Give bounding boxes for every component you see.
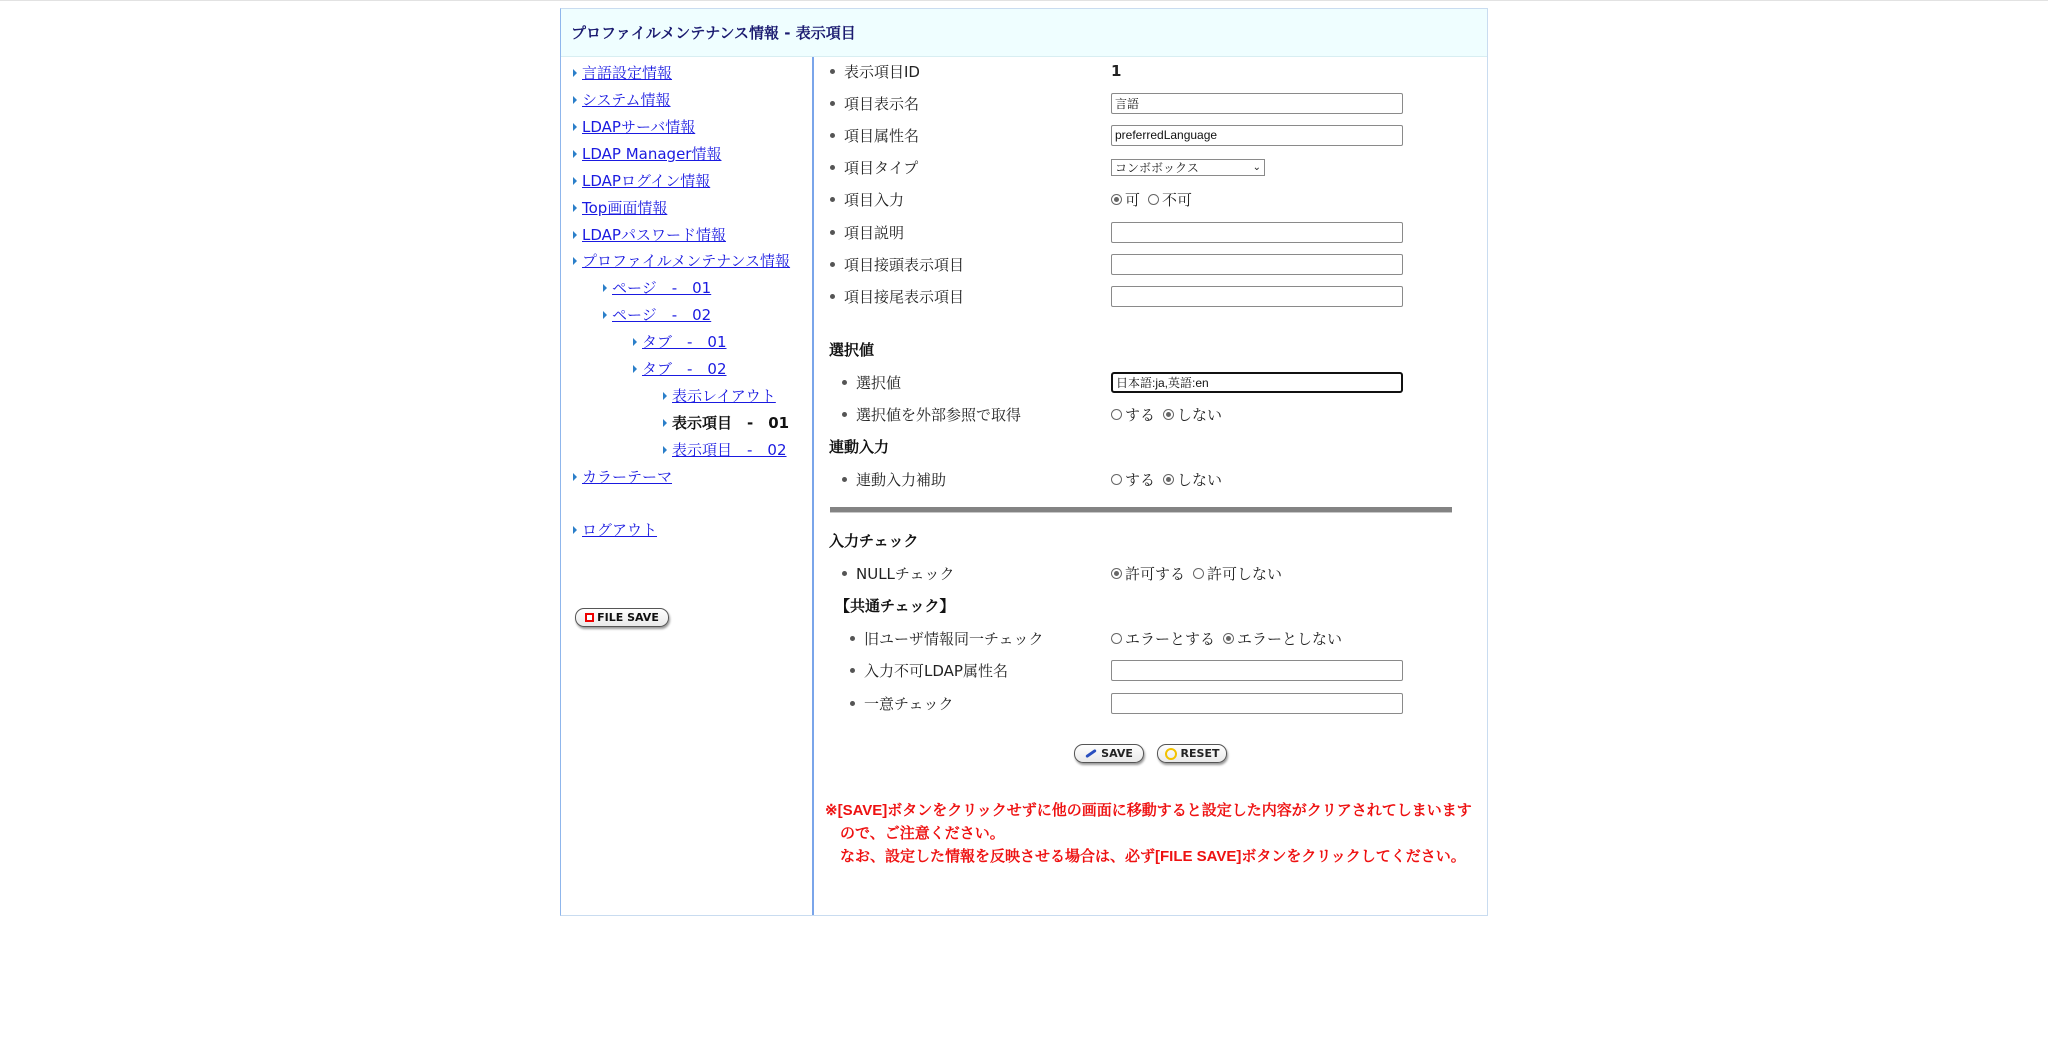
arrow-right-icon: [573, 204, 577, 212]
old-user-check-label: 旧ユーザ情報同一チェック: [864, 629, 1044, 648]
item-attribute-name-label: 項目属性名: [844, 126, 920, 145]
row-item-description: [815, 221, 1475, 243]
bullet-icon: [850, 668, 855, 673]
bullet-icon: [830, 133, 835, 138]
bullet-icon: [850, 636, 855, 641]
item-description-label: 項目説明: [844, 223, 905, 242]
sidebar-item-label[interactable]: Top画面情報: [582, 199, 668, 217]
page-frame: [560, 8, 1488, 916]
arrow-right-icon: [573, 123, 577, 131]
file-save-icon: [585, 613, 594, 622]
sidebar-item[interactable]: [573, 519, 657, 540]
sidebar-item[interactable]: [633, 358, 727, 379]
sidebar-item-label[interactable]: カラーテーマ: [582, 468, 673, 486]
sidebar-item-label[interactable]: システム情報: [582, 91, 671, 109]
sidebar-item-label[interactable]: 言語設定情報: [582, 64, 673, 82]
item-suffix-input[interactable]: [1111, 286, 1403, 307]
chevron-down-icon: ⌄: [1252, 161, 1261, 173]
old-user-check-radio-noerror[interactable]: [1223, 633, 1234, 644]
radio-label: 許可しない: [1207, 564, 1283, 583]
sidebar-item-label[interactable]: 表示レイアウト: [672, 387, 776, 405]
sidebar-item[interactable]: [573, 170, 710, 191]
page-title: プロファイルメンテナンス情報 - 表示項目: [571, 24, 856, 42]
bullet-icon: [850, 701, 855, 706]
row-null-check: [815, 562, 1475, 584]
arrow-right-icon: [573, 257, 577, 265]
sidebar-item[interactable]: [573, 197, 667, 218]
bullet-icon: [830, 69, 835, 74]
sidebar-item[interactable]: [573, 250, 790, 271]
sidebar-item-label[interactable]: LDAPパスワード情報: [582, 226, 726, 244]
arrow-right-icon: [573, 150, 577, 158]
selection-value-label: 選択値: [856, 373, 902, 392]
row-item-input: [815, 188, 1475, 210]
sidebar-item-label[interactable]: プロファイルメンテナンス情報: [582, 252, 791, 270]
sidebar-item-label[interactable]: ページ - 01: [612, 279, 712, 297]
sidebar-item[interactable]: [573, 89, 671, 110]
selection-section-title: 選択値: [829, 341, 875, 359]
reset-label: RESET: [1180, 747, 1220, 760]
item-suffix-label: 項目接尾表示項目: [844, 287, 965, 306]
notice-line: ので、ご注意ください。: [825, 825, 1005, 842]
notice-line: ※[SAVE]ボタンをクリックせずに他の画面に移動すると設定した内容がクリアされてしまいます: [825, 802, 1472, 819]
no-input-ldap-attr-label: 入力不可LDAP属性名: [864, 661, 1008, 680]
bullet-icon: [830, 165, 835, 170]
bullet-icon: [842, 380, 847, 385]
sidebar-item[interactable]: [603, 304, 711, 325]
radio-label: する: [1125, 470, 1156, 489]
notice-line: なお、設定した情報を反映させる場合は、必ず[FILE SAVE]ボタンをクリックしてください。: [825, 848, 1466, 865]
arrow-right-icon: [573, 231, 577, 239]
arrow-right-icon: [663, 392, 667, 400]
row-selection-external: [815, 403, 1475, 425]
sidebar-item[interactable]: [573, 466, 672, 487]
file-save-button[interactable]: [575, 608, 669, 627]
sidebar-item-label[interactable]: LDAPログイン情報: [582, 172, 711, 190]
item-input-radio-allow[interactable]: [1111, 194, 1122, 205]
arrow-right-icon: [663, 446, 667, 454]
linked-assist-radio-no[interactable]: [1163, 474, 1174, 485]
radio-label: エラーとする: [1125, 629, 1216, 648]
reset-button[interactable]: [1157, 744, 1227, 763]
item-attribute-name-input[interactable]: [1111, 125, 1403, 146]
selection-external-radio-no[interactable]: [1163, 409, 1174, 420]
row-linked-assist: [815, 468, 1475, 490]
item-description-input[interactable]: [1111, 222, 1403, 243]
sidebar-item[interactable]: [663, 385, 776, 406]
sidebar-item-label[interactable]: タブ - 01: [642, 333, 727, 351]
save-notice: [825, 799, 1473, 868]
radio-label: しない: [1177, 470, 1223, 489]
row-selection-value: [815, 371, 1475, 393]
sidebar-item-label[interactable]: タブ - 02: [642, 360, 727, 378]
linked-assist-label: 連動入力補助: [856, 470, 947, 489]
item-input-radio-deny[interactable]: [1148, 194, 1159, 205]
reset-icon: [1165, 748, 1177, 760]
arrow-right-icon: [633, 365, 637, 373]
sidebar-item-label[interactable]: ログアウト: [582, 521, 658, 539]
radio-label: 可: [1125, 190, 1141, 209]
item-input-label: 項目入力: [844, 190, 905, 209]
old-user-check-radio-error[interactable]: [1111, 633, 1122, 644]
page-header: [561, 9, 1487, 57]
arrow-right-icon: [573, 69, 577, 77]
item-prefix-label: 項目接頭表示項目: [844, 255, 965, 274]
row-no-input-ldap-attr: [815, 659, 1475, 681]
radio-label: エラーとしない: [1237, 629, 1343, 648]
radio-label: 許可する: [1125, 564, 1186, 583]
unique-check-input[interactable]: [1111, 693, 1403, 714]
arrow-right-icon: [633, 338, 637, 346]
radio-label: 不可: [1162, 190, 1193, 209]
sidebar-item[interactable]: [603, 277, 711, 298]
sidebar-item[interactable]: [663, 439, 787, 460]
sidebar-item[interactable]: [573, 224, 726, 245]
linked-section-title: 連動入力: [829, 438, 890, 456]
pen-icon: [1085, 749, 1097, 758]
sidebar: [561, 57, 814, 915]
null-check-label: NULLチェック: [856, 564, 955, 583]
bullet-icon: [830, 294, 835, 299]
sidebar-item-label[interactable]: ページ - 02: [612, 306, 712, 324]
arrow-right-icon: [573, 526, 577, 534]
display-item-id-label: 表示項目ID: [844, 62, 920, 81]
save-label: SAVE: [1101, 747, 1133, 760]
sidebar-item[interactable]: [573, 143, 721, 164]
input-check-section-title: 入力チェック: [829, 532, 919, 550]
item-type-selected: コンボボックス: [1115, 160, 1199, 175]
bullet-icon: [830, 197, 835, 202]
row-item-attribute-name: [815, 124, 1475, 146]
bullet-icon: [830, 230, 835, 235]
row-old-user-check: [815, 627, 1475, 649]
row-item-suffix: [815, 285, 1475, 307]
linked-assist-radio-yes[interactable]: [1111, 474, 1122, 485]
sidebar-item-label: 表示項目 - 01: [672, 414, 790, 432]
common-check-section-title: 【共通チェック】: [835, 597, 955, 615]
row-item-display-name: [815, 92, 1475, 114]
arrow-right-icon: [573, 473, 577, 481]
bullet-icon: [842, 412, 847, 417]
bullet-icon: [830, 262, 835, 267]
file-save-label: FILE SAVE: [597, 611, 659, 624]
row-display-item-id: [815, 60, 1475, 82]
selection-external-label: 選択値を外部参照で取得: [856, 405, 1022, 424]
radio-label: しない: [1177, 405, 1223, 424]
row-item-prefix: [815, 253, 1475, 275]
row-unique-check: [815, 692, 1475, 714]
item-type-select[interactable]: [1111, 159, 1265, 176]
main-content: [815, 57, 1487, 915]
null-check-radio-allow[interactable]: [1111, 568, 1122, 579]
save-button[interactable]: [1074, 744, 1144, 763]
section-divider: [830, 507, 1452, 513]
sidebar-item-label[interactable]: 表示項目 - 02: [672, 441, 787, 459]
display-item-id-value: 1: [1111, 62, 1122, 80]
unique-check-label: 一意チェック: [864, 694, 954, 713]
bullet-icon: [842, 477, 847, 482]
sidebar-item[interactable]: [573, 116, 695, 137]
arrow-right-icon: [663, 419, 667, 427]
item-type-label: 項目タイプ: [844, 158, 919, 177]
arrow-right-icon: [573, 177, 577, 185]
selection-value-input[interactable]: [1111, 372, 1403, 393]
null-check-radio-deny[interactable]: [1193, 568, 1204, 579]
item-display-name-input[interactable]: [1111, 93, 1403, 114]
sidebar-item-label[interactable]: LDAPサーバ情報: [582, 118, 696, 136]
item-prefix-input[interactable]: [1111, 254, 1403, 275]
arrow-right-icon: [603, 284, 607, 292]
radio-label: する: [1125, 405, 1156, 424]
sidebar-item[interactable]: [633, 331, 727, 352]
arrow-right-icon: [603, 311, 607, 319]
sidebar-item: [663, 412, 789, 433]
row-item-type: [815, 156, 1475, 178]
item-display-name-label: 項目表示名: [844, 94, 920, 113]
sidebar-item[interactable]: [573, 62, 672, 83]
sidebar-item-label[interactable]: LDAP Manager情報: [582, 145, 722, 163]
selection-external-radio-yes[interactable]: [1111, 409, 1122, 420]
no-input-ldap-attr-input[interactable]: [1111, 660, 1403, 681]
bullet-icon: [842, 571, 847, 576]
bullet-icon: [830, 101, 835, 106]
arrow-right-icon: [573, 96, 577, 104]
